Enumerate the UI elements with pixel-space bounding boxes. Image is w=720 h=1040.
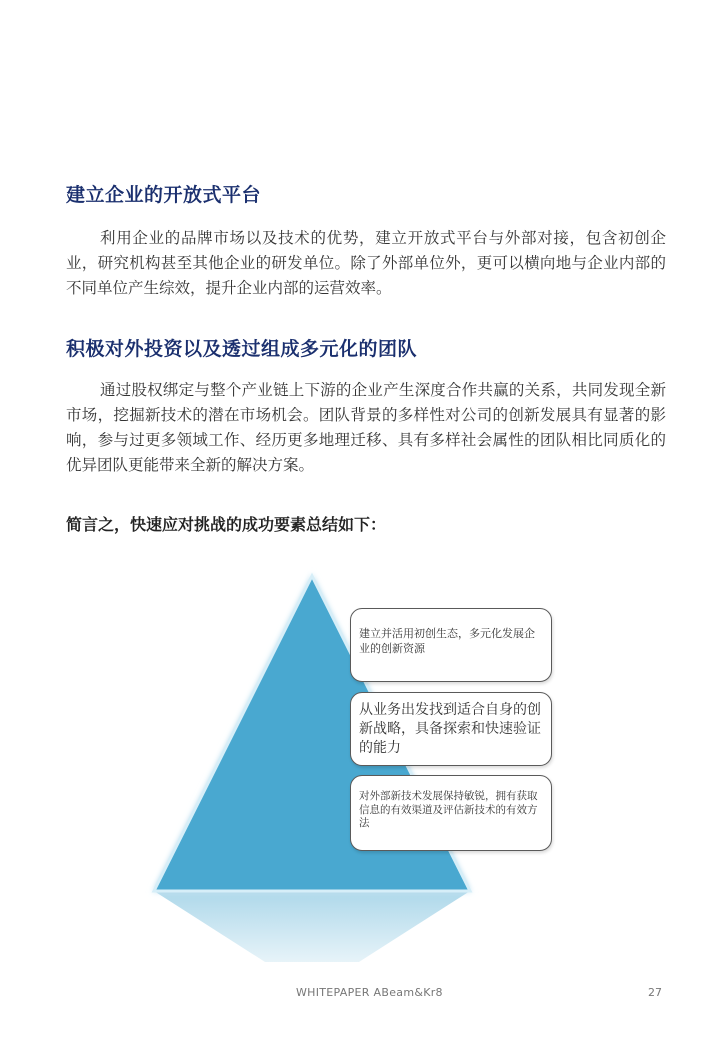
page-number: 27 — [648, 986, 662, 999]
factor-box-strategy: 从业务出发找到适合自身的创新战略，具备探索和快速验证的能力 — [350, 692, 552, 766]
pyramid-reflection — [154, 891, 470, 962]
section-paragraph-open-platform: 利用企业的品牌市场以及技术的优势，建立开放式平台与外部对接，包含初创企业，研究机构甚至其他企业的研发单位。除了外部单位外，更可以横向地与企业内部的不同单位产生综效，提升企业内部的运营效率。 — [66, 229, 666, 297]
section-heading-investment-team: 积极对外投资以及透过组成多元化的团队 — [66, 338, 418, 360]
footer-text: WHITEPAPER ABeam&Kr8 — [296, 986, 443, 999]
section-paragraph-investment-team: 通过股权绑定与整个产业链上下游的企业产生深度合作共赢的关系，共同发现全新市场，挖掘新技术的潜在市场机会。团队背景的多样性对公司的创新发展具有显著的影响，参与过更多领域工作、经历更多地理迁移、具有多样社会属性的团队相比同质化的优异团队更能带来全新的解决方案。 — [66, 381, 666, 474]
success-factors-pyramid — [140, 562, 580, 962]
section-heading-open-platform: 建立企业的开放式平台 — [66, 184, 262, 206]
factor-box-technology: 对外部新技术发展保持敏锐，拥有获取信息的有效渠道及评估新技术的有效方法 — [350, 775, 552, 851]
factor-box-ecosystem: 建立并活用初创生态，多元化发展企业的创新资源 — [350, 608, 552, 682]
summary-line: 简言之，快速应对挑战的成功要素总结如下： — [66, 515, 387, 534]
